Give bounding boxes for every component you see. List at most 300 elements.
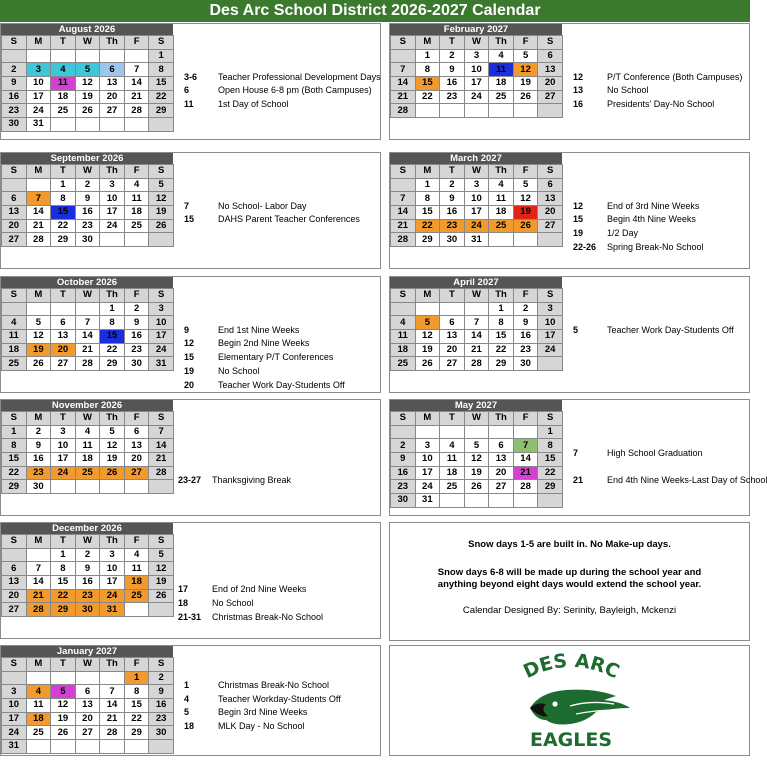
day-cell: 8 <box>415 63 440 77</box>
month-panel <box>389 399 767 516</box>
day-header: W <box>75 289 100 303</box>
day-header: M <box>26 412 51 426</box>
day-cell: 28 <box>124 104 149 118</box>
day-cell: 24 <box>26 104 51 118</box>
empty-day-cell <box>75 302 100 316</box>
empty-day-cell <box>51 740 76 754</box>
day-cell: 9 <box>149 685 174 699</box>
day-cell: 24 <box>464 90 489 104</box>
day-cell: 7 <box>100 685 125 699</box>
day-cell: 5 <box>513 49 538 63</box>
day-cell: 13 <box>100 77 125 91</box>
day-cell: 20 <box>440 343 465 357</box>
day-cell: 28 <box>513 480 538 494</box>
event-item <box>573 242 749 254</box>
day-cell: 8 <box>2 439 27 453</box>
day-header: Th <box>100 658 125 672</box>
day-cell: 16 <box>440 77 465 91</box>
month-events <box>573 153 749 268</box>
logo-bottom-text: EAGLES <box>529 729 613 751</box>
day-header: T <box>440 165 465 179</box>
event-text: End 1st Nine Weeks <box>218 324 300 335</box>
day-cell: 13 <box>440 330 465 344</box>
day-header: T <box>440 412 465 426</box>
event-date: 9 <box>184 324 190 335</box>
day-cell: 17 <box>26 90 51 104</box>
event-item <box>573 201 749 213</box>
empty-day-cell <box>489 494 514 508</box>
day-cell: 9 <box>124 316 149 330</box>
event-date: 12 <box>573 71 584 82</box>
empty-day-cell <box>100 118 125 132</box>
empty-day-cell <box>26 178 51 192</box>
day-header: W <box>464 289 489 303</box>
day-cell: 27 <box>2 603 27 617</box>
day-cell: 15 <box>489 330 514 344</box>
month-grid <box>390 164 563 247</box>
day-cell: 11 <box>440 453 465 467</box>
day-cell: 16 <box>391 466 416 480</box>
day-header: S <box>2 412 27 426</box>
day-cell: 5 <box>26 316 51 330</box>
day-cell: 6 <box>2 562 27 576</box>
day-cell: 8 <box>51 192 76 206</box>
day-cell: 17 <box>2 712 27 726</box>
day-cell: 17 <box>538 330 563 344</box>
month-calendar <box>390 400 562 508</box>
day-header: F <box>513 289 538 303</box>
day-header: S <box>391 412 416 426</box>
day-header: T <box>440 36 465 50</box>
day-cell: 6 <box>2 192 27 206</box>
month-calendar <box>390 153 562 247</box>
day-header: W <box>464 36 489 50</box>
day-cell: 23 <box>391 480 416 494</box>
day-cell: 11 <box>489 192 514 206</box>
day-header: W <box>75 535 100 549</box>
day-cell: 3 <box>2 685 27 699</box>
calendar-credit: Calendar Designed By: Serinity, Bayleigh, Mckenzi <box>462 605 677 616</box>
event-item <box>184 352 380 364</box>
day-cell: 23 <box>75 589 100 603</box>
day-cell: 29 <box>2 480 27 494</box>
day-header: Th <box>100 36 125 50</box>
event-item <box>184 201 380 213</box>
day-header: S <box>149 289 174 303</box>
event-date: 4 <box>184 693 190 704</box>
event-date: 6 <box>184 85 190 96</box>
day-cell: 12 <box>513 192 538 206</box>
snow-note-1: Snow days 1-5 are built in. No Make-up days. <box>468 539 671 550</box>
day-cell: 8 <box>100 316 125 330</box>
day-cell: 26 <box>26 357 51 371</box>
day-cell: 1 <box>415 178 440 192</box>
empty-day-cell <box>124 603 149 617</box>
day-cell: 12 <box>51 699 76 713</box>
day-cell: 26 <box>75 104 100 118</box>
empty-day-cell <box>391 49 416 63</box>
day-cell: 27 <box>100 104 125 118</box>
day-cell: 10 <box>2 699 27 713</box>
day-cell: 10 <box>149 316 174 330</box>
day-header: F <box>124 36 149 50</box>
day-cell: 12 <box>513 63 538 77</box>
event-text: MLK Day - No School <box>218 721 305 732</box>
event-date: 20 <box>184 379 195 390</box>
day-cell: 3 <box>415 439 440 453</box>
day-cell: 7 <box>75 316 100 330</box>
empty-day-cell <box>415 302 440 316</box>
day-cell: 21 <box>75 343 100 357</box>
day-header: T <box>440 289 465 303</box>
day-header: S <box>391 165 416 179</box>
day-cell: 5 <box>100 425 125 439</box>
day-header: M <box>26 535 51 549</box>
day-cell: 4 <box>391 316 416 330</box>
day-cell: 3 <box>51 425 76 439</box>
day-cell: 1 <box>51 178 76 192</box>
day-cell: 1 <box>100 302 125 316</box>
day-cell: 21 <box>26 589 51 603</box>
day-cell: 22 <box>149 90 174 104</box>
day-cell: 25 <box>391 357 416 371</box>
day-cell: 25 <box>489 90 514 104</box>
event-text: No School <box>218 365 260 376</box>
day-cell: 30 <box>513 357 538 371</box>
day-cell: 29 <box>51 233 76 247</box>
day-cell: 5 <box>51 685 76 699</box>
day-cell: 11 <box>26 699 51 713</box>
day-cell: 15 <box>51 576 76 590</box>
empty-day-cell <box>75 480 100 494</box>
day-cell: 30 <box>75 603 100 617</box>
day-cell: 26 <box>100 466 125 480</box>
day-cell: 24 <box>464 219 489 233</box>
empty-day-cell <box>124 740 149 754</box>
day-cell: 2 <box>440 49 465 63</box>
day-cell: 25 <box>124 219 149 233</box>
day-cell: 29 <box>149 104 174 118</box>
event-text: P/T Conference (Both Campuses) <box>607 71 743 82</box>
day-cell: 28 <box>26 603 51 617</box>
day-cell: 17 <box>149 330 174 344</box>
event-date: 5 <box>184 707 190 718</box>
empty-day-cell <box>149 740 174 754</box>
event-date: 17 <box>178 584 189 595</box>
event-item <box>573 99 749 111</box>
empty-day-cell <box>464 104 489 118</box>
day-cell: 10 <box>100 562 125 576</box>
month-panel <box>0 522 381 639</box>
day-cell: 18 <box>51 90 76 104</box>
day-cell: 3 <box>100 178 125 192</box>
day-cell: 4 <box>51 63 76 77</box>
day-header: S <box>391 36 416 50</box>
day-cell: 30 <box>26 480 51 494</box>
event-date: 12 <box>184 338 195 349</box>
day-cell: 21 <box>149 453 174 467</box>
event-date: 19 <box>573 228 584 239</box>
month-grid <box>1 35 174 132</box>
event-text: Christmas Break-No School <box>212 611 324 622</box>
month-title: February 2027 <box>390 24 562 35</box>
empty-day-cell <box>440 104 465 118</box>
empty-day-cell <box>440 302 465 316</box>
day-cell: 22 <box>51 219 76 233</box>
day-cell: 6 <box>538 49 563 63</box>
day-header: Th <box>489 36 514 50</box>
day-cell: 8 <box>538 439 563 453</box>
day-cell: 15 <box>51 206 76 220</box>
day-cell: 17 <box>51 453 76 467</box>
day-cell: 31 <box>26 118 51 132</box>
event-text: Begin 2nd Nine Weeks <box>218 338 310 349</box>
logo-top-text: DES ARC <box>520 649 623 684</box>
event-text: End 4th Nine Weeks-Last Day of School <box>607 475 767 486</box>
month-calendar <box>1 400 173 494</box>
event-text: No School <box>607 85 649 96</box>
month-panel <box>389 276 750 393</box>
day-cell: 24 <box>149 343 174 357</box>
day-cell: 3 <box>26 63 51 77</box>
month-title: December 2026 <box>1 523 173 534</box>
day-cell: 31 <box>464 233 489 247</box>
event-item <box>184 707 380 719</box>
day-cell: 20 <box>538 77 563 91</box>
day-cell: 11 <box>391 330 416 344</box>
day-header: W <box>464 412 489 426</box>
month-calendar <box>1 277 173 371</box>
event-text: Presidents' Day-No School <box>607 99 715 110</box>
day-cell: 13 <box>489 453 514 467</box>
empty-day-cell <box>538 357 563 371</box>
event-date: 16 <box>573 99 584 110</box>
day-cell: 25 <box>26 726 51 740</box>
day-cell: 9 <box>391 453 416 467</box>
day-cell: 17 <box>464 77 489 91</box>
day-cell: 26 <box>464 480 489 494</box>
empty-day-cell <box>2 548 27 562</box>
day-cell: 9 <box>440 192 465 206</box>
day-cell: 22 <box>51 589 76 603</box>
day-cell: 23 <box>2 104 27 118</box>
day-cell: 2 <box>149 671 174 685</box>
day-cell: 8 <box>415 192 440 206</box>
day-cell: 10 <box>464 192 489 206</box>
eagle-head-icon <box>530 690 630 725</box>
day-cell: 16 <box>124 330 149 344</box>
day-cell: 18 <box>124 206 149 220</box>
day-cell: 19 <box>75 90 100 104</box>
day-cell: 4 <box>489 49 514 63</box>
event-text: Thanksgiving Break <box>212 475 292 486</box>
day-cell: 9 <box>75 192 100 206</box>
day-cell: 30 <box>75 233 100 247</box>
empty-day-cell <box>415 104 440 118</box>
day-cell: 23 <box>513 343 538 357</box>
event-item <box>184 72 380 84</box>
day-cell: 14 <box>124 77 149 91</box>
day-cell: 5 <box>149 548 174 562</box>
day-cell: 4 <box>2 316 27 330</box>
day-cell: 3 <box>100 548 125 562</box>
day-cell: 13 <box>538 63 563 77</box>
day-header: M <box>26 165 51 179</box>
day-header: T <box>51 535 76 549</box>
day-cell: 17 <box>100 206 125 220</box>
day-header: S <box>149 36 174 50</box>
month-grid <box>1 288 174 371</box>
month-calendar <box>1 646 173 754</box>
day-cell: 21 <box>124 90 149 104</box>
day-cell: 30 <box>124 357 149 371</box>
day-cell: 1 <box>149 49 174 63</box>
day-cell: 30 <box>149 726 174 740</box>
day-cell: 25 <box>440 480 465 494</box>
day-cell: 25 <box>51 104 76 118</box>
month-events <box>184 153 380 268</box>
day-cell: 26 <box>415 357 440 371</box>
event-item <box>573 72 749 84</box>
month-title: March 2027 <box>390 153 562 164</box>
day-header: W <box>75 658 100 672</box>
empty-day-cell <box>513 425 538 439</box>
day-header: S <box>2 36 27 50</box>
day-cell: 21 <box>391 219 416 233</box>
day-cell: 16 <box>26 453 51 467</box>
day-cell: 21 <box>513 466 538 480</box>
month-grid <box>1 164 174 247</box>
event-text: Teacher Work Day-Students Off <box>218 379 345 390</box>
day-cell: 28 <box>391 104 416 118</box>
day-cell: 20 <box>51 343 76 357</box>
event-item <box>184 338 380 350</box>
day-cell: 13 <box>51 330 76 344</box>
day-cell: 29 <box>489 357 514 371</box>
event-date: 13 <box>573 85 584 96</box>
empty-day-cell <box>2 302 27 316</box>
day-cell: 17 <box>100 576 125 590</box>
day-cell: 13 <box>2 576 27 590</box>
event-text: 1/2 Day <box>607 228 639 239</box>
day-header: W <box>75 412 100 426</box>
day-cell: 25 <box>75 466 100 480</box>
day-cell: 8 <box>489 316 514 330</box>
day-cell: 18 <box>489 206 514 220</box>
event-text: End of 3rd Nine Weeks <box>607 200 700 211</box>
empty-day-cell <box>26 548 51 562</box>
month-events <box>573 24 749 139</box>
day-cell: 28 <box>149 466 174 480</box>
day-header: Th <box>489 412 514 426</box>
day-cell: 25 <box>124 589 149 603</box>
day-cell: 6 <box>124 425 149 439</box>
empty-day-cell <box>149 603 174 617</box>
day-cell: 1 <box>489 302 514 316</box>
day-cell: 14 <box>149 439 174 453</box>
event-text: Begin 4th Nine Weeks <box>607 214 696 225</box>
logo-panel <box>389 645 750 756</box>
day-header: F <box>124 658 149 672</box>
month-grid <box>1 534 174 617</box>
day-cell: 13 <box>538 192 563 206</box>
day-cell: 5 <box>464 439 489 453</box>
day-header: M <box>415 165 440 179</box>
day-header: S <box>538 165 563 179</box>
day-cell: 13 <box>75 699 100 713</box>
day-cell: 10 <box>51 439 76 453</box>
event-text: No School <box>212 598 254 609</box>
day-cell: 16 <box>440 206 465 220</box>
day-cell: 8 <box>51 562 76 576</box>
day-cell: 15 <box>149 77 174 91</box>
event-date: 15 <box>573 214 584 225</box>
day-cell: 6 <box>51 316 76 330</box>
empty-day-cell <box>538 494 563 508</box>
day-cell: 11 <box>2 330 27 344</box>
event-text: 1st Day of School <box>218 99 289 110</box>
day-cell: 20 <box>538 206 563 220</box>
event-item <box>573 448 749 460</box>
day-header: T <box>51 289 76 303</box>
event-item <box>184 380 380 392</box>
event-date: 5 <box>573 324 579 335</box>
day-cell: 28 <box>464 357 489 371</box>
event-item <box>184 680 380 692</box>
day-cell: 24 <box>51 466 76 480</box>
day-cell: 10 <box>100 192 125 206</box>
day-cell: 24 <box>100 589 125 603</box>
day-cell: 28 <box>75 357 100 371</box>
event-text: Teacher Professional Development Days <box>218 71 381 82</box>
snow-days-notes <box>389 522 750 641</box>
day-cell: 2 <box>391 439 416 453</box>
empty-day-cell <box>513 104 538 118</box>
event-item <box>573 85 749 97</box>
empty-day-cell <box>464 302 489 316</box>
empty-day-cell <box>75 49 100 63</box>
day-cell: 21 <box>464 343 489 357</box>
empty-day-cell <box>51 480 76 494</box>
day-cell: 21 <box>391 90 416 104</box>
day-cell: 7 <box>391 192 416 206</box>
event-item <box>178 475 380 487</box>
day-header: W <box>75 36 100 50</box>
day-header: T <box>51 412 76 426</box>
day-cell: 31 <box>2 740 27 754</box>
month-panel <box>0 399 381 516</box>
day-cell: 18 <box>440 466 465 480</box>
event-item <box>184 99 380 111</box>
day-cell: 27 <box>75 726 100 740</box>
day-cell: 14 <box>464 330 489 344</box>
empty-day-cell <box>75 671 100 685</box>
day-header: S <box>538 412 563 426</box>
day-cell: 11 <box>124 192 149 206</box>
day-cell: 9 <box>26 439 51 453</box>
day-header: M <box>415 36 440 50</box>
day-header: F <box>124 535 149 549</box>
day-header: F <box>124 289 149 303</box>
empty-day-cell <box>51 118 76 132</box>
empty-day-cell <box>100 49 125 63</box>
day-header: S <box>2 535 27 549</box>
event-item <box>184 325 380 337</box>
event-item <box>573 214 749 226</box>
day-cell: 22 <box>538 466 563 480</box>
day-cell: 2 <box>513 302 538 316</box>
month-panel <box>0 152 381 269</box>
